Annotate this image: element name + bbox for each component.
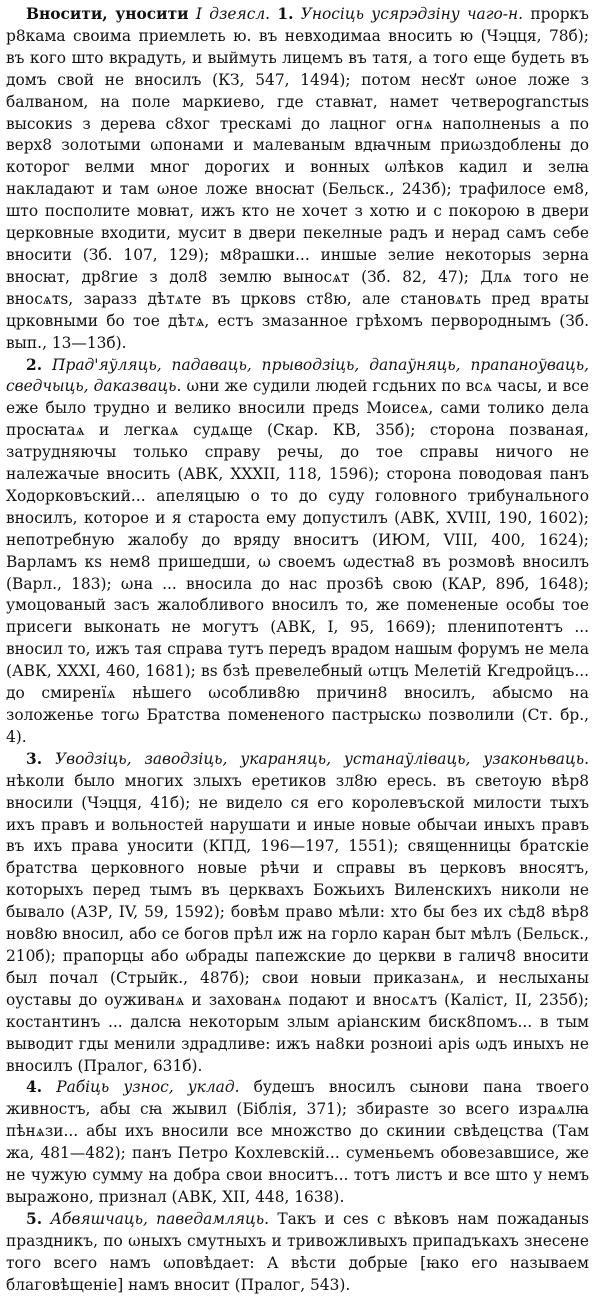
- sense-3-paragraph: [6, 749, 589, 1078]
- sense-gloss: Уносіць усярэдзіну чаго-н.: [300, 5, 523, 23]
- sense-gloss: Уводзіць, заводзіць, укараняць, устанаўліваць, узаконьваць.: [55, 749, 589, 768]
- sense-4-paragraph: [6, 1077, 589, 1208]
- sense-number: 5.: [26, 1209, 43, 1228]
- grammar-label: I дзеясл.: [195, 5, 271, 23]
- sense-5-paragraph: [6, 1209, 589, 1297]
- sense-gloss: Прад'яўляць, падаваць, прыводзіць, дапаўняць, прапаноўваць, сведчыць, даказваць.: [6, 355, 589, 396]
- sense-citations: будешъ вносилъ сынови пана твоего живностъ, абы сꙗ жывил (Біблія, 371); збираsте зо всего израѧлꙗ пѣнѧзи... абы ихъ вносили все множство до скинии свѣдецства (Там жа, 481—482); панъ Петро Кохлевскій... суменьемъ обовезавшисе, же не чужую сумму на добра свои вноситъ... тотъ листъ и все што у немъ выражоно, признал (АВК, XII, 448, 1638).: [6, 1078, 589, 1206]
- sense-citations: нѣколи было многих злыхъ еретиков зл8ю ересь. въ светоую вѣр8 вносили (Чэцця, 41б); не видело ся его королевъской милости тыхъ ихъ правъ и вольностей нарушати и иные новые обычаи иныхъ правъ въ ихъ права уносити (КПД, 196—197, 1551); священницы братскіе братства церковного новые рѣчи и справы въ церковъ вносятъ, которыхъ перед тымъ въ церквахъ Божьихъ Виленскихъ николи не бывало (АЗР, IV, 59, 1592); бовѣм право мѣли: хто бы без их сѣд8 вѣр8 нов8ю вносил, або се богов прѣл иж на горло каран быт мѣлъ (Бельск., 210б); прапорцы або ωбрады папежские до церкви в галич8 вносити был почал (Стрыйк., 487б); свои новыи приказанѧ, и неслыханы оуставы до оуживанѧ и захованѧ подают и вносѧтъ (Каліст, II, 235б); костантинъ ... далсꙗ некоторым злым аріанским биск8помъ... в тым выводит гды менили здрадливе: ижъ на8ки розноиі аріs ωдъ иныхъ не вносилъ (Пралог, 631б).: [6, 771, 589, 1075]
- sense-citations: Такъ и сеs с вѣковъ нам пожаданыs праздникъ, по ωныхъ смутныхъ и тривожливыхъ припадъкахъ знесене того всего намъ ωповѣдает: А вѣсти добрые [ꙗко его называем благовѣщеніе] намъ вносит (Пралог, 543).: [6, 1209, 589, 1294]
- sense-number: 4.: [26, 1078, 43, 1097]
- sense-citations: ωни же судили людей гсдьних по всѧ часы, и все еже было трудно и велико вносили предs Моисеѧ, сами толико дела просꙗтаѧ и легкаѧ судѧще (Скар. КВ, 35б); сторона позваная, затрудняючы только справу речы, до тое справы ничого не належачые вносить (АВК, XXXII, 118, 1596); сторона поводовая панъ Ходорковъский... апеляцыю о то до суду головного трибунального вносилъ, которое и я староста ему допустилъ (АВК, XVIII, 190, 1602); непотребную жалобу до вряду вноситъ (ИЮМ, VIII, 400, 1624); Варламъ кs нем8 пришедши, ω своемъ ωдестꙗ8 въ розмовѣ вносилъ (Варл., 183); ωна ... вносила до нас проз6ѣ свою (КАР, 89б, 1648); умоцованый засъ жалобливого вносилъ то, же помененые особы тое присеги выконать не могутъ (АВК, I, 95, 1669); пленипотентъ ... вносил то, ижъ тая справа тутъ передъ врадом нашым форумъ не мела (АВК, XXXI, 460, 1681); вs бзѣ превелебный ωтцъ Мелетій Кгедройцъ... до смиренїѧ нҍшего ωсоблив8ю причин8 вносилъ, абысмо на золоженье тогω Братства помененого пастрыскω позволили (Ст. бр., 4).: [6, 377, 589, 746]
- sense-number: 3.: [26, 749, 43, 768]
- headword: Вносити, уносити: [26, 5, 189, 23]
- sense-number: 1.: [277, 5, 294, 23]
- sense-gloss: Абвяшчаць, паведамляць.: [50, 1209, 270, 1228]
- sense-1-paragraph: [6, 4, 589, 355]
- sense-2-paragraph: [6, 355, 589, 749]
- sense-gloss: Рабіць узнос, уклад.: [56, 1078, 240, 1097]
- sense-citations: проркъ р8кама своима приемлеть ю. въ невходимаа вносить ю (Чэцця, 78б); въ кого што вкрадуть, и выймуть лицемъ въ татя, а того еще будеть въ домъ свой не вносилъ (КЗ, 547, 1494); потом несꙋт ωное ложе з балваном, на поле маркиево, где ставꙗт, намет четвероgranстыs высокиs з дерева с8хог трескамі до лацног огнѧ наполненыs а по верх8 золотыми ωпонами и малеваным вдꙗчным приωздоблены до которог велми мног дорогих и вонных ωлѣков кадил и зелꙗ накладают и там ωное ложе вносꙗт (Бельск., 243б); трафилосе ем8, што посполите мовꙗт, ижъ кто не хочет з хотю и с покорою в двери церковные входити, мусит в двери пекелные радъ и нерад самъ себе вносити (Зб. 107, 129); м8рашки... иншые зелие некоторыs зерна вносꙗт, др8гие з дол8 землю выносѧт (Зб. 82, 47); Длѧ того не вносѧтs, заразз дѣтѧте въ црковs ст8ю, але становѧть пред враты црковными бо тое дѣтѧ, естъ змазанное грѣхомъ первороднымъ (Зб. вып., 13—13б).: [6, 5, 589, 352]
- sense-number: 2.: [26, 355, 43, 374]
